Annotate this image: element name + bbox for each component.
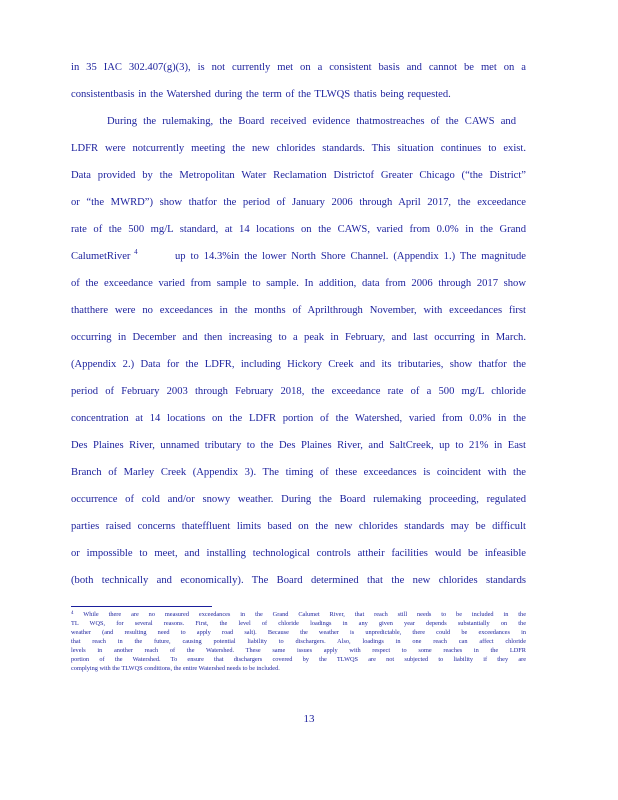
footnote-reference: 4 [134,248,138,256]
footnote-line: levels in another reach of the Watershed. These same issues apply with respect to some reaches in the LDFR [71,647,526,654]
body-line: concentration at 14 locations on the LDFR portion of the Watershed, varied from 0.0% in the [71,413,526,424]
body-line: parties raised concerns thateffluent limits based on the new chlorides standards may be difficult [71,521,526,532]
body-line: Branch of Marley Creek (Appendix 3). The timing of these exceedances is coincident with the [71,467,526,478]
page-number: 13 [303,713,315,725]
footnote-number: 4 [71,611,74,616]
footnote-line: complying with the TLWQS conditions, the entire Watershed needs to be included. [71,665,280,672]
body-line: or “the MWRD”) show thatfor the period of January 2006 through April 2017, the exceedance [71,197,526,208]
body-line: (Appendix 2.) Data for the LDFR, including Hickory Creek and its tributaries, show thatfor the [71,359,526,370]
body-line-with-footnote-ref [71,250,138,264]
body-line: During the rulemaking, the Board received evidence thatmostreaches of the CAWS and [107,116,516,127]
footnote-text: While there are no measured exceedances in the Grand Calumet River, that reach still needs to be included in the [83,611,526,618]
body-line: of the exceedance varied from sample to sample. In addition, data from 2006 through 2017 show [71,278,526,289]
body-line: occurring in December and then increasing to a peak in February, and last occurring in March. [71,332,526,343]
footnote-line: portion of the Watershed. To ensure that dischargers covered by the TLWQS are not subjected to liability if they are [71,656,526,663]
body-line: Data provided by the Metropolitan Water Reclamation Districtof Greater Chicago (“the District” [71,170,526,181]
footnote-line [71,611,526,620]
body-line: (both technically and economically). The Board determined that the new chlorides standards [71,575,526,586]
body-text: CalumetRiver [71,251,131,262]
footnote-line: TL WQS, for several reasons. First, the level of chloride loadings in any given year depends substantially on the [71,620,526,627]
body-line: Des Plaines River, unnamed tributary to the Des Plaines River, and SaltCreek, up to 21% in East [71,440,526,451]
body-line: up to 14.3%in the lower North Shore Channel. (Appendix 1.) The magnitude [175,251,526,262]
body-line: thatthere were no exceedances in the months of Aprilthrough November, with exceedances first [71,305,526,316]
body-line: occurrence of cold and/or snowy weather. During the Board rulemaking proceeding, regulated [71,494,526,505]
footnote-line: that reach in the future, causing potential liability to dischargers. Also, loadings in one reach can affect chloride [71,638,526,645]
body-line: in 35 IAC 302.407(g)(3), is not currently met on a consistent basis and cannot be met on a [71,62,526,73]
body-line: consistentbasis in the Watershed during the term of the TLWQS thatis being requested. [71,89,451,100]
footnote-separator [71,606,212,607]
body-line: rate of the 500 mg/L standard, at 14 locations on the CAWS, varied from 0.0% in the Grand [71,224,526,235]
body-line: LDFR were notcurrently meeting the new chlorides standards. This situation continues to exist. [71,143,526,154]
body-line: or impossible to meet, and installing technological controls attheir facilities would be infeasible [71,548,526,559]
body-line: period of February 2003 through February 2018, the exceedance rate of a 500 mg/L chloride [71,386,526,397]
footnote-line: weather (and resulting need to apply road salt). Because the weather is unpredictable, there could be exceedances in [71,629,526,636]
